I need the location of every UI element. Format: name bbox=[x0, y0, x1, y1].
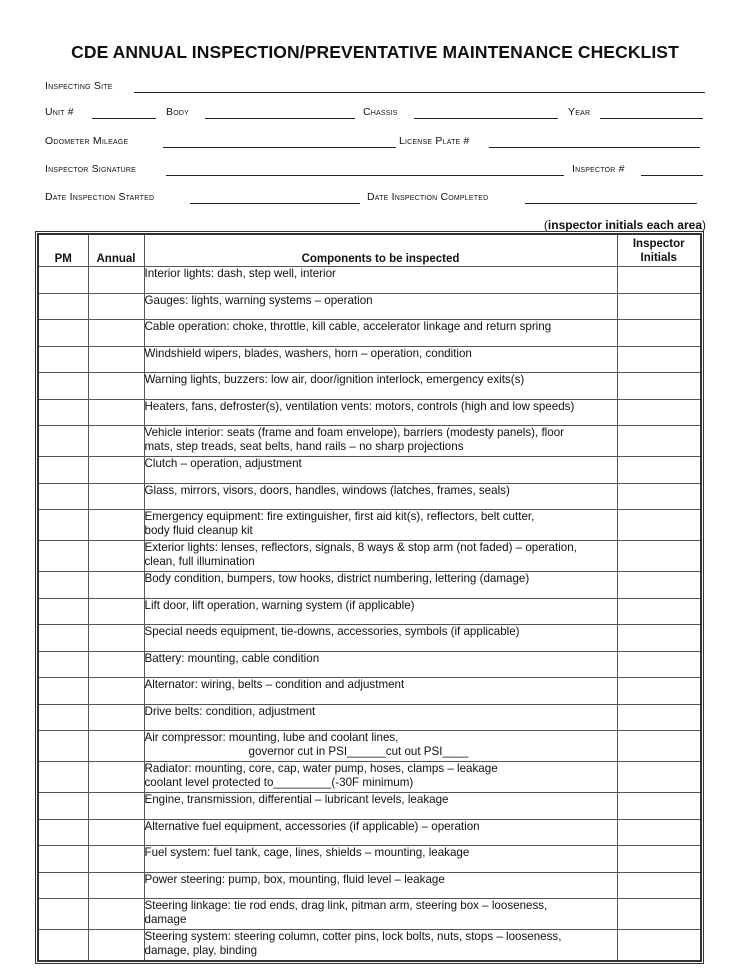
component-cell bbox=[144, 572, 617, 599]
inspector-initials-cell[interactable] bbox=[617, 598, 701, 625]
table-row bbox=[38, 320, 701, 347]
annual-checkbox-cell[interactable] bbox=[88, 704, 144, 731]
year-label: Year bbox=[568, 106, 591, 118]
pm-checkbox-cell[interactable] bbox=[38, 293, 88, 320]
component-text-line2: governor cut in PSI______cut out PSI____ bbox=[248, 745, 469, 758]
table-row bbox=[38, 346, 701, 373]
pm-checkbox-cell[interactable] bbox=[38, 483, 88, 510]
inspector-initials-cell[interactable] bbox=[617, 846, 701, 873]
component-text-line1: Alternator: wiring, belts – condition and adjustment bbox=[144, 678, 405, 691]
annual-header: Annual bbox=[88, 234, 144, 267]
component-text-line1: Gauges: lights, warning systems – operation bbox=[144, 293, 373, 307]
pm-checkbox-cell[interactable] bbox=[38, 930, 88, 961]
table-row bbox=[38, 426, 701, 457]
unit-field[interactable] bbox=[92, 106, 156, 119]
pm-checkbox-cell[interactable] bbox=[38, 704, 88, 731]
component-text-line1: Cable operation: choke, throttle, kill cable, accelerator linkage and return spring bbox=[144, 320, 552, 333]
table-row bbox=[38, 598, 701, 625]
unit-row bbox=[0, 106, 750, 122]
component-text-line1: Clutch – operation, adjustment bbox=[144, 457, 302, 470]
component-cell bbox=[144, 793, 617, 820]
annual-checkbox-cell[interactable] bbox=[88, 320, 144, 347]
inspector-initials-cell[interactable] bbox=[617, 731, 701, 762]
component-cell bbox=[144, 320, 617, 347]
pm-checkbox-cell[interactable] bbox=[38, 762, 88, 793]
component-cell bbox=[144, 899, 617, 930]
component-text-line1: Warning lights, buzzers: low air, door/ignition interlock, emergency exits(s) bbox=[144, 373, 525, 386]
pm-checkbox-cell[interactable] bbox=[38, 426, 88, 457]
component-cell bbox=[144, 704, 617, 731]
inspector-initials-cell[interactable] bbox=[617, 373, 701, 400]
annual-checkbox-cell[interactable] bbox=[88, 457, 144, 484]
inspector-initials-cell[interactable] bbox=[617, 762, 701, 793]
inspector-number-label: Inspector # bbox=[572, 163, 625, 175]
component-text-line1: Drive belts: condition, adjustment bbox=[144, 704, 316, 718]
component-cell bbox=[144, 819, 617, 846]
component-text-line1: Steering linkage: tie rod ends, drag link, pitman arm, steering box – looseness, bbox=[144, 899, 548, 912]
component-text-line1: Fuel system: fuel tank, cage, lines, shields – mounting, leakage bbox=[144, 846, 470, 859]
component-cell bbox=[144, 399, 617, 426]
year-field[interactable] bbox=[600, 106, 703, 119]
odometer-row bbox=[0, 135, 750, 151]
table-row bbox=[38, 625, 701, 652]
component-text-line2: damage bbox=[144, 913, 187, 926]
note-open-paren: ( bbox=[543, 218, 548, 232]
annual-checkbox-cell[interactable] bbox=[88, 625, 144, 652]
annual-checkbox-cell[interactable] bbox=[88, 267, 144, 294]
component-cell bbox=[144, 541, 617, 572]
table-row bbox=[38, 846, 701, 873]
component-text-line2: coolant level protected to_________(-30F minimum) bbox=[144, 776, 414, 789]
component-text-line1: Vehicle interior: seats (frame and foam envelope), barriers (modesty panels), floor bbox=[144, 426, 564, 439]
body-field[interactable] bbox=[205, 106, 355, 119]
table-row bbox=[38, 457, 701, 484]
body-label: Body bbox=[166, 106, 189, 118]
note-text: inspector initials each area bbox=[547, 218, 702, 232]
pm-checkbox-cell[interactable] bbox=[38, 678, 88, 705]
note-close-paren: ) bbox=[702, 218, 706, 232]
annual-checkbox-cell[interactable] bbox=[88, 651, 144, 678]
table-row bbox=[38, 731, 701, 762]
annual-checkbox-cell[interactable] bbox=[88, 598, 144, 625]
pm-checkbox-cell[interactable] bbox=[38, 457, 88, 484]
annual-checkbox-cell[interactable] bbox=[88, 872, 144, 899]
component-cell bbox=[144, 651, 617, 678]
pm-checkbox-cell[interactable] bbox=[38, 541, 88, 572]
initials-header-line1: Inspector bbox=[632, 238, 685, 250]
annual-checkbox-cell[interactable] bbox=[88, 346, 144, 373]
component-cell bbox=[144, 846, 617, 873]
component-text-line1: Glass, mirrors, visors, doors, handles, windows (latches, frames, seals) bbox=[144, 483, 510, 497]
table-row bbox=[38, 651, 701, 678]
inspector-initials-cell[interactable] bbox=[617, 483, 701, 510]
component-cell bbox=[144, 930, 617, 961]
inspector-initials-cell[interactable] bbox=[617, 793, 701, 820]
annual-checkbox-cell[interactable] bbox=[88, 930, 144, 961]
pm-checkbox-cell[interactable] bbox=[38, 373, 88, 400]
annual-checkbox-cell[interactable] bbox=[88, 819, 144, 846]
component-text-line1: Lift door, lift operation, warning system (if applicable) bbox=[144, 598, 415, 612]
initials-header-line2: Initials bbox=[640, 252, 677, 264]
component-text-line2: clean, full illumination bbox=[144, 555, 255, 568]
component-text-line2: mats, step treads, seat belts, hand rails – no sharp projections bbox=[144, 440, 464, 453]
annual-checkbox-cell[interactable] bbox=[88, 678, 144, 705]
pm-checkbox-cell[interactable] bbox=[38, 510, 88, 541]
component-text-line1: Alternative fuel equipment, accessories (if applicable) – operation bbox=[144, 819, 480, 833]
pm-checkbox-cell[interactable] bbox=[38, 625, 88, 652]
table-row bbox=[38, 899, 701, 930]
inspector-signature-label: Inspector Signature bbox=[45, 163, 137, 175]
date-completed-field[interactable] bbox=[525, 191, 697, 204]
page-title: CDE ANNUAL INSPECTION/PREVENTATIVE MAINTENANCE CHECKLIST bbox=[71, 42, 679, 62]
component-text-line2: damage, play, binding bbox=[144, 944, 258, 957]
component-text-line1: Interior lights: dash, step well, interior bbox=[144, 267, 336, 280]
inspector-initials-cell[interactable] bbox=[617, 320, 701, 347]
table-row bbox=[38, 678, 701, 705]
pm-checkbox-cell[interactable] bbox=[38, 899, 88, 930]
inspector-initials-cell[interactable] bbox=[617, 819, 701, 846]
table-row bbox=[38, 293, 701, 320]
annual-checkbox-cell[interactable] bbox=[88, 899, 144, 930]
component-cell bbox=[144, 373, 617, 400]
inspector-number-field[interactable] bbox=[641, 163, 703, 176]
inspector-initials-cell[interactable] bbox=[617, 930, 701, 961]
component-text-line1: Body condition, bumpers, tow hooks, district numbering, lettering (damage) bbox=[144, 572, 530, 585]
pm-checkbox-cell[interactable] bbox=[38, 572, 88, 599]
component-text-line1: Exterior lights: lenses, reflectors, signals, 8 ways & stop arm (not faded) – operation, bbox=[144, 541, 577, 554]
component-text-line1: Windshield wipers, blades, washers, horn – operation, condition bbox=[144, 346, 472, 360]
inspector-row bbox=[0, 163, 750, 179]
table-row bbox=[38, 541, 701, 572]
pm-checkbox-cell[interactable] bbox=[38, 819, 88, 846]
table-row bbox=[38, 373, 701, 400]
pm-header: PM bbox=[38, 234, 88, 267]
table-row bbox=[38, 399, 701, 426]
inspector-initials-cell[interactable] bbox=[617, 399, 701, 426]
annual-checkbox-cell[interactable] bbox=[88, 762, 144, 793]
component-cell bbox=[144, 346, 617, 373]
table-row bbox=[38, 872, 701, 899]
inspecting-site-row bbox=[0, 80, 750, 96]
inspector-initials-cell[interactable] bbox=[617, 872, 701, 899]
component-text-line1: Special needs equipment, tie-downs, accessories, symbols (if applicable) bbox=[144, 625, 520, 638]
inspector-initials-cell[interactable] bbox=[617, 572, 701, 599]
initials-note bbox=[544, 218, 706, 232]
inspector-initials-cell[interactable] bbox=[617, 541, 701, 572]
inspector-initials-cell[interactable] bbox=[617, 651, 701, 678]
inspector-initials-cell[interactable] bbox=[617, 704, 701, 731]
component-cell bbox=[144, 293, 617, 320]
annual-checkbox-cell[interactable] bbox=[88, 510, 144, 541]
component-cell bbox=[144, 731, 617, 762]
component-text-line1: Radiator: mounting, core, cap, water pump, hoses, clamps – leakage bbox=[144, 762, 498, 775]
pm-checkbox-cell[interactable] bbox=[38, 267, 88, 294]
table-row bbox=[38, 704, 701, 731]
component-text-line1: Power steering: pump, box, mounting, fluid level – leakage bbox=[144, 872, 445, 886]
annual-checkbox-cell[interactable] bbox=[88, 541, 144, 572]
inspector-initials-cell[interactable] bbox=[617, 678, 701, 705]
inspector-initials-cell[interactable] bbox=[617, 426, 701, 457]
license-plate-field[interactable] bbox=[489, 135, 700, 148]
license-plate-label: License Plate # bbox=[399, 135, 470, 147]
component-cell bbox=[144, 678, 617, 705]
date-started-field[interactable] bbox=[190, 191, 360, 204]
inspector-initials-cell[interactable] bbox=[617, 457, 701, 484]
component-cell bbox=[144, 872, 617, 899]
table-row bbox=[38, 483, 701, 510]
table-row bbox=[38, 510, 701, 541]
component-cell bbox=[144, 483, 617, 510]
odometer-label: Odometer Mileage bbox=[45, 135, 129, 147]
pm-checkbox-cell[interactable] bbox=[38, 598, 88, 625]
initials-header bbox=[617, 234, 701, 267]
chassis-label: Chassis bbox=[363, 106, 398, 118]
annual-checkbox-cell[interactable] bbox=[88, 373, 144, 400]
component-cell bbox=[144, 625, 617, 652]
component-cell bbox=[144, 426, 617, 457]
inspection-checklist-table bbox=[37, 233, 702, 962]
inspecting-site-label: Inspecting Site bbox=[45, 80, 113, 92]
odometer-field[interactable] bbox=[163, 135, 396, 148]
table-header-row bbox=[38, 234, 701, 267]
components-header: Components to be inspected bbox=[144, 234, 617, 267]
pm-checkbox-cell[interactable] bbox=[38, 872, 88, 899]
annual-checkbox-cell[interactable] bbox=[88, 399, 144, 426]
date-started-label: Date Inspection Started bbox=[45, 191, 155, 203]
pm-checkbox-cell[interactable] bbox=[38, 346, 88, 373]
component-text-line1: Battery: mounting, cable condition bbox=[144, 651, 320, 665]
table-row bbox=[38, 793, 701, 820]
inspector-initials-cell[interactable] bbox=[617, 625, 701, 652]
pm-checkbox-cell[interactable] bbox=[38, 651, 88, 678]
pm-checkbox-cell[interactable] bbox=[38, 793, 88, 820]
inspector-initials-cell[interactable] bbox=[617, 899, 701, 930]
dates-row bbox=[0, 191, 750, 207]
annual-checkbox-cell[interactable] bbox=[88, 426, 144, 457]
inspector-initials-cell[interactable] bbox=[617, 267, 701, 294]
annual-checkbox-cell[interactable] bbox=[88, 483, 144, 510]
date-completed-label: Date Inspection Completed bbox=[367, 191, 489, 203]
table-row bbox=[38, 762, 701, 793]
annual-checkbox-cell[interactable] bbox=[88, 793, 144, 820]
pm-checkbox-cell[interactable] bbox=[38, 731, 88, 762]
component-cell bbox=[144, 510, 617, 541]
inspector-initials-cell[interactable] bbox=[617, 293, 701, 320]
annual-checkbox-cell[interactable] bbox=[88, 731, 144, 762]
chassis-field[interactable] bbox=[414, 106, 558, 119]
unit-label: Unit # bbox=[45, 106, 74, 118]
component-cell bbox=[144, 598, 617, 625]
inspector-initials-cell[interactable] bbox=[617, 346, 701, 373]
table-row bbox=[38, 930, 701, 961]
pm-checkbox-cell[interactable] bbox=[38, 320, 88, 347]
component-text-line1: Engine, transmission, differential – lubricant levels, leakage bbox=[144, 793, 449, 806]
component-text-line1: Steering system: steering column, cotter pins, lock bolts, nuts, stops – looseness, bbox=[144, 930, 562, 943]
component-text-line1: Air compressor: mounting, lube and coolant lines, bbox=[144, 731, 399, 744]
component-text-line1: Heaters, fans, defroster(s), ventilation vents: motors, controls (high and low speeds) bbox=[144, 399, 575, 413]
component-text-line1: Emergency equipment: fire extinguisher, first aid kit(s), reflectors, belt cutter, bbox=[144, 510, 535, 523]
checklist-body bbox=[38, 267, 701, 961]
table-row bbox=[38, 819, 701, 846]
pm-checkbox-cell[interactable] bbox=[38, 399, 88, 426]
component-cell bbox=[144, 457, 617, 484]
inspector-initials-cell[interactable] bbox=[617, 510, 701, 541]
annual-checkbox-cell[interactable] bbox=[88, 293, 144, 320]
table-row bbox=[38, 572, 701, 599]
annual-checkbox-cell[interactable] bbox=[88, 572, 144, 599]
component-cell bbox=[144, 267, 617, 294]
annual-checkbox-cell[interactable] bbox=[88, 846, 144, 873]
component-text-line2: body fluid cleanup kit bbox=[144, 524, 253, 537]
table-row bbox=[38, 267, 701, 294]
inspector-signature-field[interactable] bbox=[166, 163, 564, 176]
inspecting-site-field[interactable] bbox=[134, 80, 705, 93]
pm-checkbox-cell[interactable] bbox=[38, 846, 88, 873]
component-cell bbox=[144, 762, 617, 793]
